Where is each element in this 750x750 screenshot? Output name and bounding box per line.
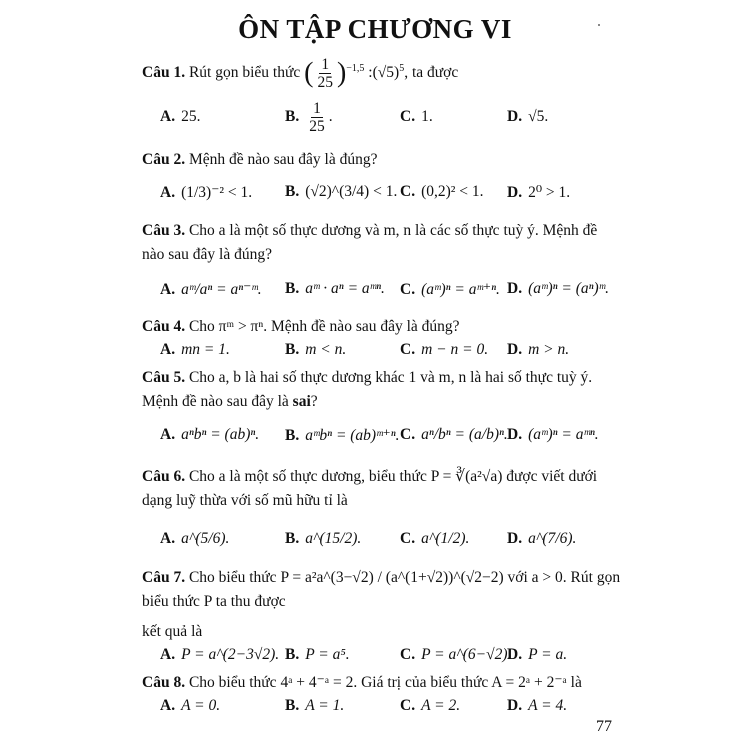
- option-b: B. P = a⁵.: [285, 646, 350, 663]
- option-d: D. (aᵐ)ⁿ = aᵐⁿ.: [507, 426, 599, 443]
- option-c: C. P = a^(6−√2).: [400, 646, 512, 663]
- option-b: B. $\frac{1}{25}$ .: [285, 100, 333, 135]
- option-d: D. m > n.: [507, 341, 570, 358]
- option-a: A. aᵐ/aⁿ = aⁿ⁻ᵐ.: [160, 281, 262, 298]
- option-a: A. a^(5/6).: [160, 530, 230, 547]
- option-b: B. a^(15/2).: [285, 530, 362, 547]
- question-4: Câu 4. Cho πᵐ > πⁿ. Mệnh đề nào sau đây là đúng?: [142, 318, 460, 335]
- option-c: C. 1.: [400, 108, 433, 125]
- option-a: A. aⁿbⁿ = (ab)ⁿ.: [160, 426, 260, 443]
- option-b: B. (√2)^(3/4) < 1.: [285, 183, 398, 200]
- page-number: 77: [596, 718, 612, 735]
- question-8: Câu 8. Cho biểu thức 4ᵃ + 4⁻ᵃ = 2. Giá trị của biểu thức A = 2ᵃ + 2⁻ᵃ là: [142, 674, 582, 691]
- option-c: C. a^(1/2).: [400, 530, 470, 547]
- option-b: B. m < n.: [285, 341, 347, 358]
- option-d: D. 2⁰ > 1.: [507, 184, 571, 201]
- option-a: A. 25.: [160, 108, 201, 125]
- option-d: D. (aᵐ)ⁿ = (aⁿ)ᵐ.: [507, 280, 609, 297]
- option-a: A. A = 0.: [160, 697, 221, 714]
- option-c: C. aⁿ/bⁿ = (a/b)ⁿ.: [400, 426, 508, 443]
- option-a: A. P = a^(2−3√2).: [160, 646, 280, 663]
- option-c: C. A = 2.: [400, 697, 461, 714]
- option-d: D. A = 4.: [507, 697, 568, 714]
- option-a: A. (1/3)⁻² < 1.: [160, 184, 253, 201]
- question-7-line-2: kết quả là: [142, 623, 203, 640]
- option-b: B. aᵐbⁿ = (ab)ᵐ⁺ⁿ.: [285, 427, 400, 444]
- option-d: D. a^(7/6).: [507, 530, 577, 547]
- page-title: ÔN TẬP CHƯƠNG VI: [238, 14, 512, 44]
- question-2: Câu 2. Mệnh đề nào sau đây là đúng?: [142, 151, 378, 168]
- option-d: D. P = a.: [507, 646, 568, 663]
- option-b: B. aᵐ · aⁿ = aᵐⁿ.: [285, 280, 385, 297]
- question-5: Câu 5. Cho a, b là hai số thực dương khác 1 và m, n là hai số thực tuỳ ý. Mệnh đề nào sau đây là sai?: [142, 369, 593, 410]
- option-d: D. √5.: [507, 108, 549, 125]
- question-1: Câu 1. Rút gọn biểu thức ( $\frac{1}{25}$ )$^{-1,5}$ $:(√5)^5$, ta được: [142, 56, 459, 91]
- option-a: A. mn = 1.: [160, 341, 230, 358]
- option-c: C. m − n = 0.: [400, 341, 489, 358]
- option-c: C. (aᵐ)ⁿ = aᵐ⁺ⁿ.: [400, 281, 500, 298]
- question-3: Câu 3. Cho a là một số thực dương và m, n là các số thực tuỳ ý. Mệnh đề nào sau đây là đúng?: [142, 222, 598, 263]
- option-c: C. (0,2)² < 1.: [400, 183, 484, 200]
- option-b: B. A = 1.: [285, 697, 345, 714]
- question-6: Câu 6. Cho a là một số thực dương, biểu thức P = ∛(a²√a) được viết dưới dạng luỹ thừa với số mũ hữu tỉ là: [142, 468, 598, 509]
- question-7: Câu 7. Cho biểu thức P = a²a^(3−√2) / (a^(1+√2))^(√2−2) với a > 0. Rút gọn biểu thức P ta thu được: [142, 569, 621, 610]
